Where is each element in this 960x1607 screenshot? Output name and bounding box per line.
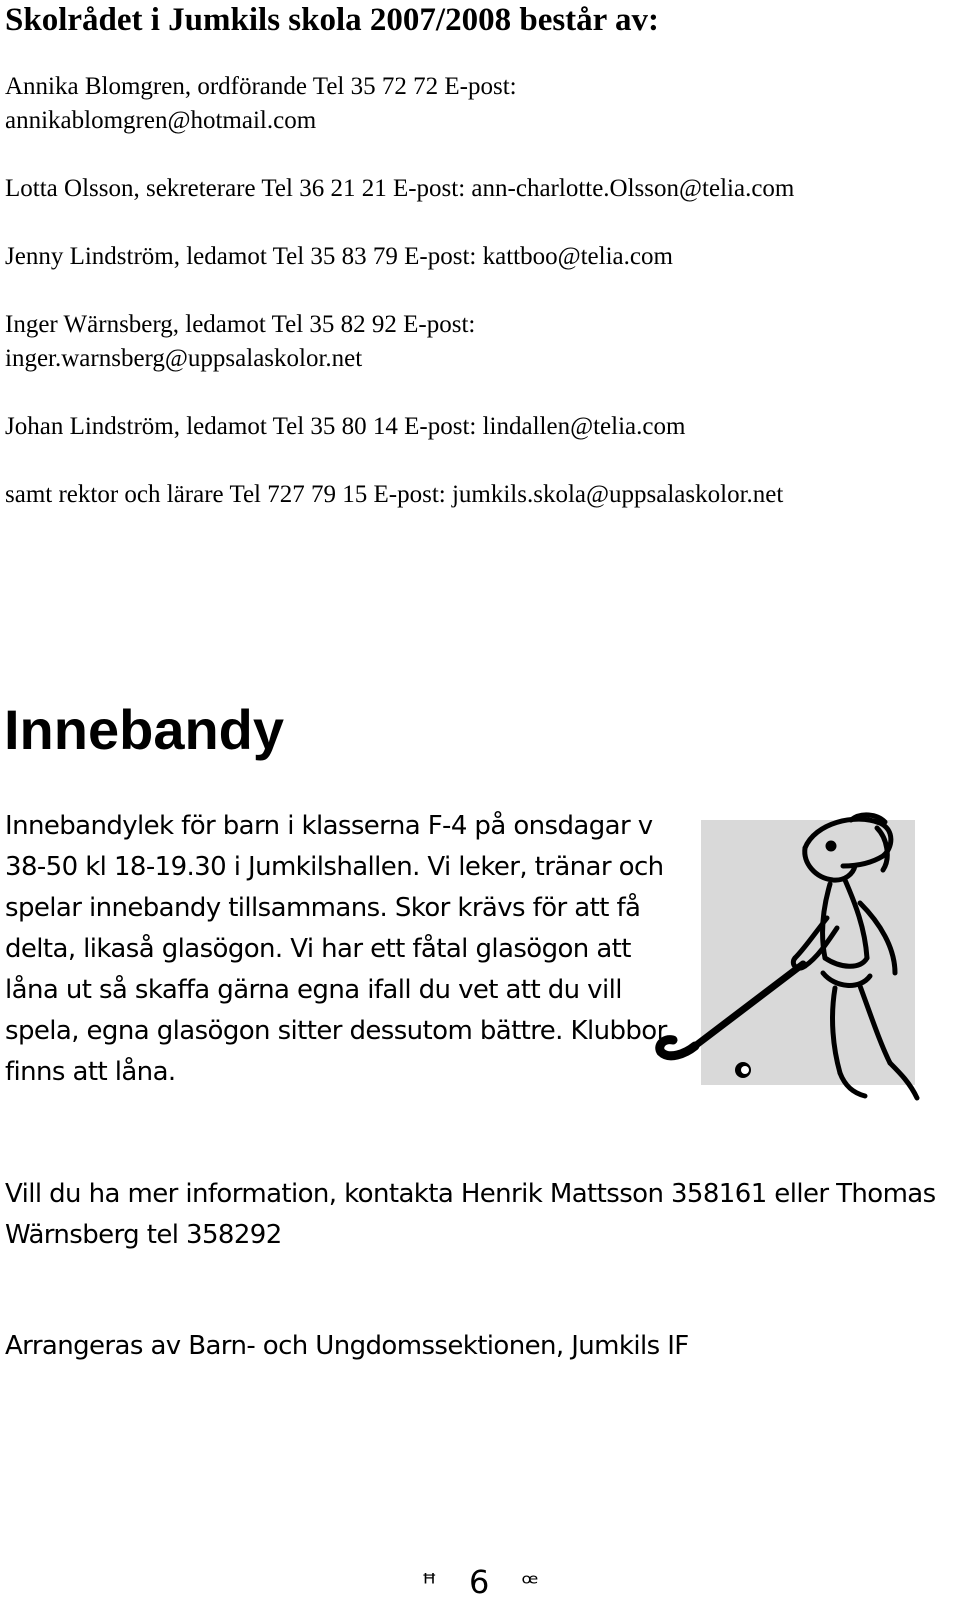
page-number: 6 [468,1563,490,1601]
council-member-line: Inger Wärnsberg, ledamot Tel 35 82 92 E-post: [5,311,476,338]
innebandy-organizer: Arrangeras av Barn- och Ungdomssektionen, Jumkils IF [5,1331,689,1361]
council-member-line: Johan Lindström, ledamot Tel 35 80 14 E-post: lindallen@telia.com [5,413,686,440]
right-ornament-icon: ꟹ [521,1569,539,1599]
council-heading: Skolrådet i Jumkils skola 2007/2008 består av: [5,2,659,38]
council-member-line: inger.warnsberg@uppsalaskolor.net [5,345,363,372]
council-member-line: Lotta Olsson, sekreterare Tel 36 21 21 E-post: ann-charlotte.Olsson@telia.com [5,175,795,202]
council-member-line: Jenny Lindström, ledamot Tel 35 83 79 E-post: kattboo@telia.com [5,243,673,270]
innebandy-title: Innebandy [4,698,285,761]
innebandy-description: Innebandylek för barn i klasserna F-4 på onsdagar v 38-50 kl 18-19.30 i Jumkilshallen. Vi leker, tränar och spelar innebandy tillsammans. Skor krävs för att få delta, likaså glasögon. Vi har ett fåtal glasögon att låna ut så skaffa gärna egna ifall du vet att du vill spela, egna glasögon sitter dessutom bättre. Klubbor finns att låna. [5,811,667,1087]
council-member-line: annikablomgren@hotmail.com [5,107,317,134]
innebandy-contact: Vill du ha mer information, kontakta Henrik Mattsson 358161 eller Thomas Wärnsberg tel 358292 [5,1179,936,1250]
council-member-line: samt rektor och lärare Tel 727 79 15 E-post: jumkils.skola@uppsalaskolor.net [5,481,784,508]
floorball-player-illustration [655,808,920,1106]
left-ornament-icon: ꟸ [421,1569,437,1599]
page-footer [0,1562,960,1607]
council-member-line: Annika Blomgren, ordförande Tel 35 72 72 E-post: [5,73,517,100]
